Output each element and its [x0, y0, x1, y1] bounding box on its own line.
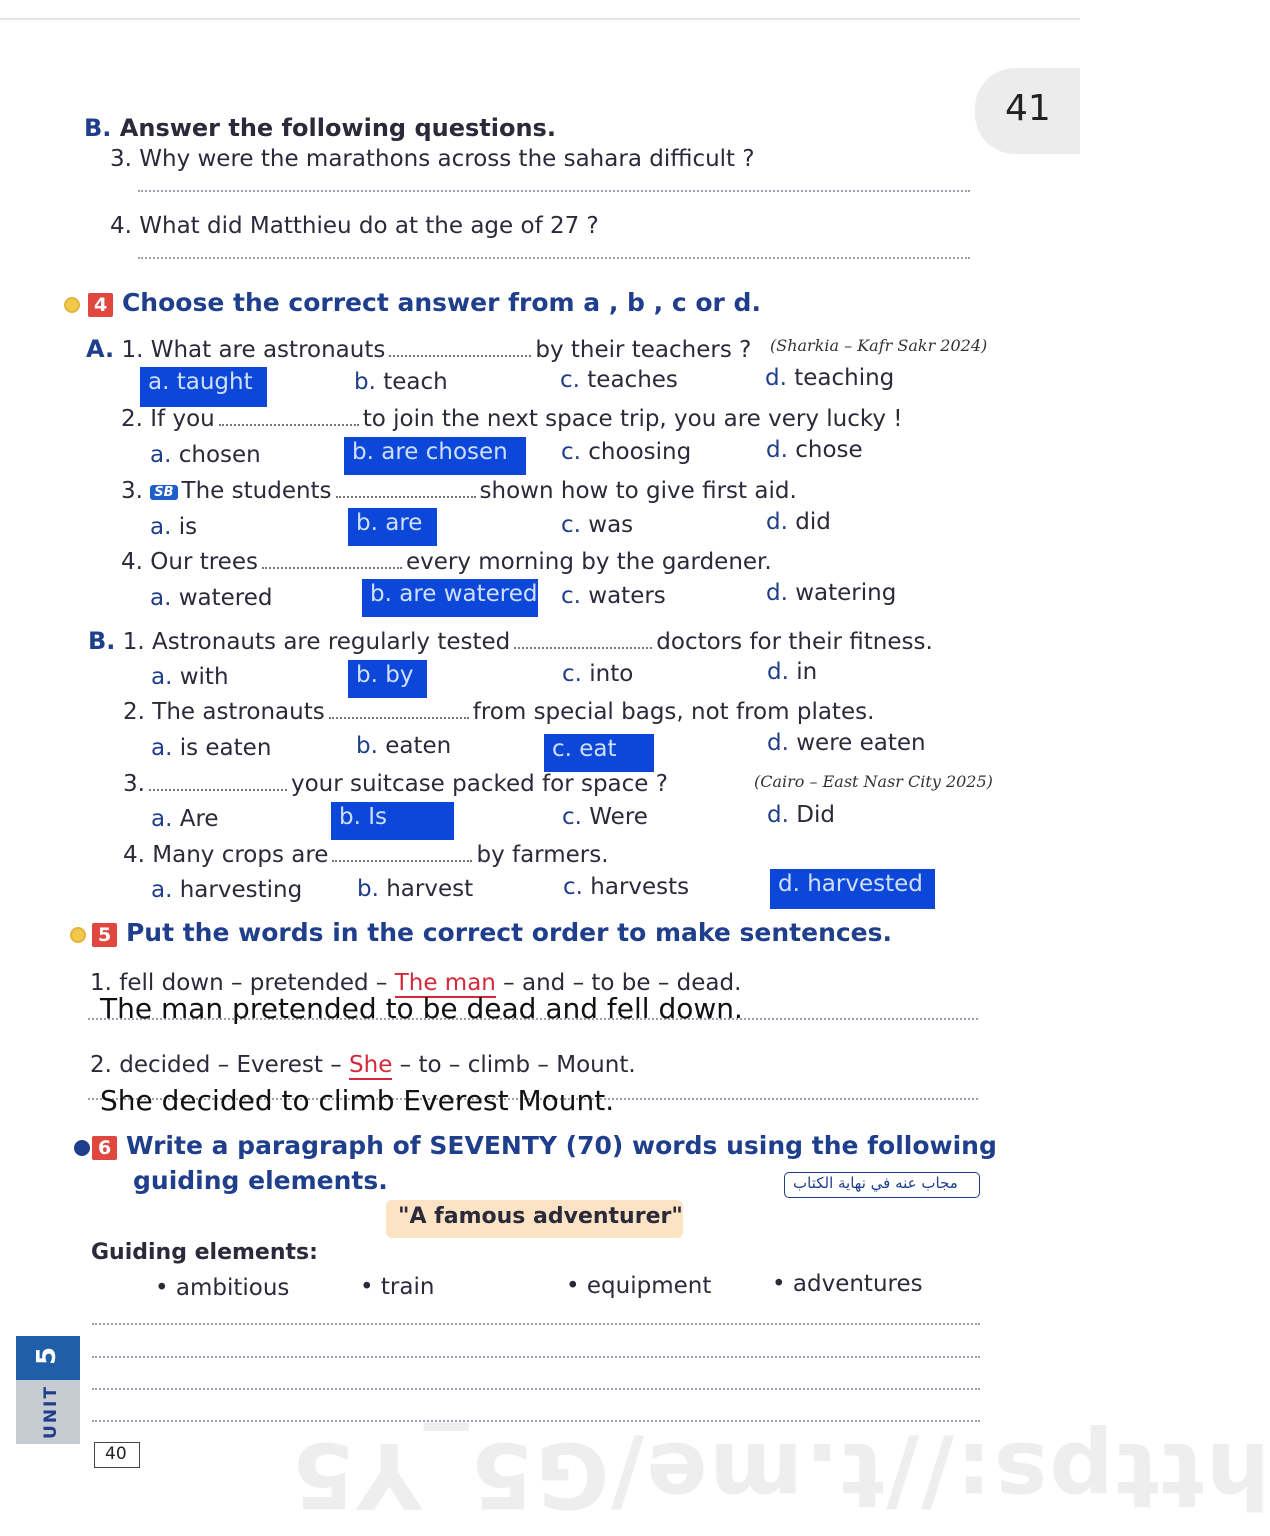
option-a: a. Are: [151, 806, 219, 832]
unit-number: 5: [32, 1346, 63, 1366]
option-d: d. did: [766, 509, 831, 535]
question-b3: 3. your suitcase packed for space ?: [123, 771, 668, 797]
option-a: a. harvesting: [151, 877, 303, 903]
question-a3: 3. SB The students shown how to give first aid.: [121, 478, 797, 504]
option-a: a. chosen: [150, 442, 261, 468]
answer-line: [138, 257, 970, 259]
writing-line: [92, 1356, 980, 1358]
option-c: c. was: [561, 512, 634, 538]
answer-highlight: b. by: [348, 660, 427, 698]
student-book-badge: SB: [150, 485, 177, 500]
source-note: (Sharkia – Kafr Sakr 2024): [770, 336, 988, 355]
reorder-answer-1: The man pretended to be dead and fell down.: [100, 992, 743, 1025]
option-a: a. watered: [150, 585, 273, 611]
option-d: d. were eaten: [767, 730, 926, 756]
reorder-item-2: 2. decided – Everest – She – to – climb – Mount.: [90, 1052, 636, 1078]
reorder-item-1: 1. fell down – pretended – The man – and – to be – dead.: [90, 970, 742, 996]
option-b: b. harvest: [357, 876, 474, 902]
option-c: c. into: [562, 661, 634, 687]
question-b4: 4. Many crops are by farmers.: [123, 842, 609, 868]
answer-highlight: b. are watered: [362, 579, 538, 617]
option-c: c. choosing: [561, 439, 692, 465]
option-d: d. teaching: [765, 365, 895, 391]
option-c: c. teaches: [560, 367, 678, 393]
option-b: b. teach: [354, 369, 448, 395]
paragraph-topic: "A famous adventurer": [386, 1200, 683, 1238]
unit-label: UNIT: [40, 1385, 61, 1439]
answer-highlight: b. are chosen: [344, 437, 526, 475]
top-rule: [0, 18, 1080, 20]
guiding-element: • train: [360, 1274, 435, 1300]
guiding-element: • equipment: [566, 1273, 712, 1299]
exercise-4-title: 4 Choose the correct answer from a , b , c or d.: [88, 288, 761, 317]
option-c: c. waters: [561, 583, 666, 609]
option-d: d. watering: [766, 580, 897, 606]
reorder-answer-2: She decided to climb Everest Mount.: [100, 1084, 615, 1117]
answer-key-tag: مجاب عنه في نهاية الكتاب: [784, 1172, 980, 1198]
question-b2: 2. The astronauts from special bags, not from plates.: [123, 699, 875, 725]
guiding-label: Guiding elements:: [91, 1240, 318, 1265]
page-number-box: 40: [94, 1442, 140, 1468]
answer-highlight: a. taught: [140, 367, 267, 407]
page-number-tab: [975, 68, 1080, 154]
bullet-icon: [70, 927, 86, 943]
answer-highlight: b. are: [348, 508, 437, 546]
option-d: d. in: [767, 659, 818, 685]
unit-tab: [16, 1336, 80, 1444]
option-b: b. eaten: [356, 733, 452, 759]
answer-line: [138, 190, 970, 192]
option-a: a. is: [150, 514, 198, 540]
exercise-6-title-line2: guiding elements.: [133, 1166, 388, 1195]
exercise-5-title: 5 Put the words in the correct order to make sentences.: [92, 918, 892, 947]
section-b-title: B. Answer the following questions.: [84, 114, 556, 142]
writing-line: [92, 1323, 980, 1325]
question-a4: 4. Our trees every morning by the gardener.: [121, 549, 772, 575]
bullet-icon: [64, 297, 80, 313]
question-4: 4. What did Matthieu do at the age of 27 ?: [110, 213, 599, 239]
answer-highlight: b. Is: [331, 802, 454, 840]
question-a1: A. 1. What are astronauts by their teachers ?: [86, 335, 752, 363]
option-a: a. with: [151, 664, 229, 690]
question-3: 3. Why were the marathons across the sahara difficult ?: [110, 146, 755, 172]
question-b1: B. 1. Astronauts are regularly tested doctors for their fitness.: [88, 627, 933, 655]
option-a: a. is eaten: [151, 735, 272, 761]
question-a2: 2. If you to join the next space trip, you are very lucky !: [121, 406, 903, 432]
watermark: https://t.me/G5_Y5: [290, 1422, 1270, 1527]
guiding-element: • ambitious: [155, 1275, 290, 1301]
option-d: d. chose: [766, 437, 863, 463]
option-c: c. harvests: [563, 874, 690, 900]
option-d: d. Did: [767, 802, 835, 828]
source-note: (Cairo – East Nasr City 2025): [754, 772, 993, 791]
page-number: 41: [1005, 88, 1051, 129]
answer-highlight: c. eat: [544, 734, 654, 772]
option-c: c. Were: [562, 804, 648, 830]
answer-highlight: d. harvested: [770, 869, 935, 909]
exercise-6-title: 6 Write a paragraph of SEVENTY (70) words using the following: [92, 1131, 997, 1160]
guiding-element: • adventures: [772, 1271, 923, 1297]
writing-line: [92, 1388, 980, 1390]
bullet-icon: [74, 1140, 90, 1156]
